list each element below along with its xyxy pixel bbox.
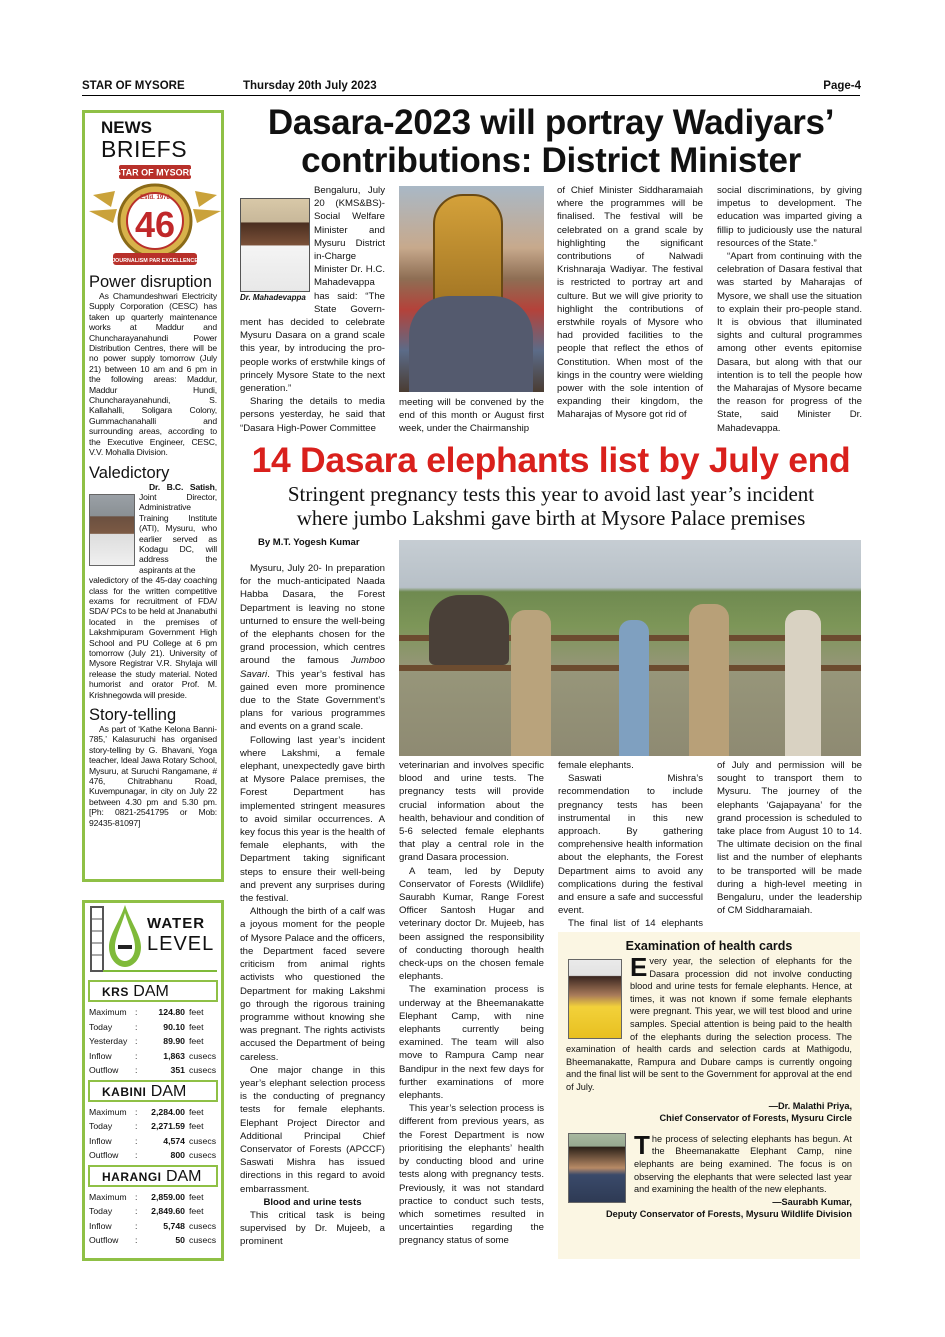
dropcap-e: E (630, 952, 648, 982)
byline: By M.T. Yogesh Kumar (258, 537, 360, 548)
logo-bottom-text: JOURNALISM PAR EXCELLENCE (112, 258, 198, 264)
officer-figure (689, 604, 729, 756)
article2-col1-para3: Although the birth of a calf was a joyous moment for the people of Mysore Palace and the officers, the Department faced severe criticism from animal rights activists who questioned the Department for making Lakshmi go through the rigorous training programme without knowing she was pregnant. The rights activists accused the Department of being careless. (240, 906, 385, 1063)
dam-row-value: 4,574 (163, 1135, 185, 1146)
dam-row-colon: : (135, 1135, 138, 1146)
article2-subhead (240, 482, 862, 530)
article2-col2-para2: A team, led by Deputy Conservator of Forests (Wildlife) Saurabh Kumar, Range Forest Officer Santosh Hugar and veterinary doctor Dr. Mujeeb, has been assigned the responsibility of conducting thorough health check-ups on the chosen female elephants. (399, 865, 544, 983)
dam-title-krs (88, 980, 218, 1002)
dam-row-colon: : (135, 1206, 138, 1217)
article2-col1-para1-italic: Jumboo Savari (240, 655, 385, 680)
officer-figure (619, 620, 649, 756)
dam-row-colon: : (135, 1235, 138, 1246)
dam-row-value: 800 (170, 1150, 185, 1161)
water-title-top: WATER (147, 915, 206, 932)
valedictory-name: Dr. B.C. Satish (149, 481, 215, 492)
article2-col3 (558, 759, 703, 930)
dam-title-harangi (88, 1165, 218, 1187)
article1-col1-para2: Sharing the details to media persons yesterday, he said that “Dasara High-Power Committee (240, 396, 385, 434)
photo-caption: Dr. Mahadevappa (240, 293, 306, 302)
officer-figure (511, 610, 551, 756)
dam-row-label: Outflow (89, 1065, 119, 1076)
dam-row (89, 1190, 225, 1205)
article1-headline (236, 104, 866, 180)
dam-row-unit: cusecs (189, 1235, 217, 1246)
quote-saurabh-title: Deputy Conservator of Forests, Mysuru Wildlife Division (606, 1209, 852, 1220)
mahadevappa-photo-wrap (240, 198, 310, 312)
dam-row-value: 90.10 (163, 1021, 185, 1032)
dam-table-krs (89, 1005, 225, 1078)
logo-estd-text: Estd. 1978 (140, 195, 170, 201)
quote-malathi (566, 952, 852, 1125)
mahadevappa-photo (240, 198, 310, 292)
dam-row (89, 1049, 225, 1064)
publication-name: STAR OF MYSORE (82, 80, 185, 92)
golden-howdah (433, 194, 503, 304)
dam-row-unit: feet (189, 1021, 204, 1032)
quote-malathi-text: very year, the selection of elephants for the Dasara procession did not involve conducting blood and urine tests for female elephants. Hence, at times, it was not known if some female elephants were pregnant. This year, we will test blood and urine samples. Special attention is being paid to the health of the elephants during the selection process. The examination of health cards and selection cards at Mathigodu, Bheemanakatte, Rampura and Dubare camps is currently ongoing and the final list will be sent to the Government for approval at the end of July. (566, 956, 852, 1092)
officer-figure (785, 610, 821, 756)
dam-kabini (85, 1080, 221, 1163)
dam-row-value: 2,284.00 (151, 1106, 185, 1117)
dam-suffix: DAM (165, 1167, 202, 1185)
dam-row (89, 1005, 225, 1020)
dam-row-label: Yesterday (89, 1036, 128, 1047)
quote-malathi-author: —Dr. Malathi Priya, (768, 1100, 852, 1111)
saurabh-photo (568, 1133, 626, 1203)
malathi-photo (568, 959, 622, 1039)
dam-row-unit: feet (189, 1121, 204, 1132)
briefs-title-bottom: BRIEFS (101, 136, 188, 162)
article2-col2-para3: The examination process is underway at the Bheemanakatte Elephant Camp, with nine elephants currently being examined. The team will also move to Rampura Camp near Bandipur in the next few days for further examinations of more elephants. (399, 984, 544, 1102)
anniversary-logo (89, 163, 217, 279)
dam-krs (85, 980, 221, 1078)
article2-col1 (240, 562, 385, 1266)
dam-row-unit: feet (189, 1191, 204, 1202)
dam-row-value: 50 (175, 1235, 185, 1246)
dam-row-unit: feet (189, 1206, 204, 1217)
article2-col3-para3: The final list of 14 elephants (568, 918, 703, 930)
quote-saurabh (566, 1129, 852, 1221)
dropcap-t: T (634, 1129, 650, 1160)
dam-row-value: 5,748 (163, 1220, 185, 1231)
dam-row (89, 1020, 225, 1035)
dam-row-value: 124.80 (158, 1007, 185, 1018)
article2-col3-para2: Saswati Mishra’s recommendation to include pregnancy tests has been instrumental in this new approach. By gathering comprehensive health information about the elephants, the Forest Department aims to avoid any complications during the festival and ensure a safe and successful event. (558, 773, 703, 917)
dam-row-label: Maximum (89, 1191, 127, 1202)
article2-col2-para4: This year’s selection process is different from previous years, as the Forest Department is now prioritising the elephants’ health by conducting blood and urine tests along with pregnancy tests. Previously, it was not standard practice to conduct such tests, which sometimes resulted in uncertainties regarding the pregnancy status of some (399, 1103, 544, 1247)
article1-col1 (240, 184, 385, 436)
article1-headline-line2: contributions: District Minister (301, 141, 801, 180)
dam-row (89, 1148, 225, 1163)
dam-row-label: Inflow (89, 1135, 112, 1146)
dam-row-unit: cusecs (189, 1065, 217, 1076)
dam-row-unit: cusecs (189, 1135, 217, 1146)
article2-col1-para1-a: Mysuru, July 20- In preparation for the much-anticipated Naada Habba Dasara, the Forest Department is leaving no stone unturned to ensure the well-being of the elephants chosen for the grand procession, which centres around the famous (240, 563, 385, 667)
brief-heading-story: Story-telling (89, 706, 177, 725)
article1-col2: meeting will be convened by the end of this month or August first week, under the Chairmanship (399, 397, 544, 435)
dam-row-colon: : (135, 1150, 138, 1161)
article2-col4: of July and permission will be sought to transport them to Mysuru. The journey of the elephants ‘Gajapayana’ for the grand procession is scheduled to take place from August 10 to 14. The ultimate decision on the final list and the number of elephants to be transported will be made during a high-level meeting in Bengaluru, under the leadership of CM Siddharamaiah. (717, 760, 862, 917)
article2-col1-para1-b: . This year’s festival has gained even more prominence due to the State Government’s plans for various programmes and events on a grand scale. (240, 668, 385, 733)
dam-row (89, 1063, 225, 1078)
dam-harangi (85, 1165, 221, 1248)
briefs-title-top: NEWS (101, 118, 152, 137)
header-rule (82, 95, 860, 96)
dam-name: HARANGI (102, 1169, 162, 1184)
water-title-bottom: LEVEL (147, 933, 215, 955)
dam-row-value: 2,271.59 (151, 1121, 185, 1132)
dam-row-unit: feet (189, 1007, 204, 1018)
news-briefs-sidebar (82, 110, 224, 882)
dam-row (89, 1119, 225, 1134)
valedictory-text-beside: , Joint Director, Administrative Training Institute (ATI), Mysuru, who earlier served as Kodagu DC, will address the aspirants at the (139, 481, 217, 575)
logo-number: 46 (134, 204, 176, 245)
brief-heading-power: Power disruption (89, 273, 212, 291)
dam-row-value: 2,849.60 (151, 1206, 185, 1217)
brief-heading-valedictory: Valedictory (89, 463, 170, 482)
dam-row (89, 1105, 225, 1120)
article2-subheading: Blood and urine tests (263, 1196, 362, 1208)
quote-saurabh-author: —Saurabh Kumar, (772, 1196, 852, 1207)
quote-saurabh-text: he process of selecting elephants has begun. At the Bheemanakatte Elephant Camp, nine elephants are being examined. The focus is on observing the elephants that were selected last year and examining the health of the new elephants. (634, 1133, 852, 1195)
logo-top-text: STAR OF MYSORE (114, 167, 196, 178)
quote-malathi-title: Chief Conservator of Forests, Mysuru Circle (659, 1113, 852, 1124)
water-level-header (85, 903, 221, 980)
dam-name: KRS (102, 985, 129, 999)
article1-col1-intro: Bengaluru, July 20 (KMS&BS)- Social Welfare Minister and Mysuru District in-Charge Minister Dr. H.C. Mahadevappa has said: “The State Govern- (314, 185, 385, 315)
water-level-box (82, 900, 224, 1261)
dam-row-colon: : (135, 1021, 138, 1032)
article2-col1-para2: Following last year’s incident where Lakshmi, a female elephant, unexpectedly gave birth at Mysore Palace premises, the Forest Department has implemented stringent measures to avoid similar occurrences. A key focus this year is the health of female elephants, with the Department taking significant steps to ensure their well-being and prevent any surprises during the festival. (240, 734, 385, 905)
article2-col1-para4: One major change in this year’s elephant selection process is the conducting of pregnancy tests for female elephants. Elephant Project Director and Additional Principal Chief Conservator of Forests (APCCF) Saswati Mishra has issued directions in this regard to avoid embarrassment. (240, 1064, 385, 1195)
dam-suffix: DAM (150, 1082, 187, 1100)
dam-title-kabini (88, 1080, 218, 1102)
article2-subhead-line1: Stringent pregnancy tests this year to avoid last year’s incident (287, 482, 815, 506)
article1-col4-para1: social discriminations, by giving impetus to development. The education was imparted giving a fillip to judiciously use the natural resources of the State.” (717, 185, 862, 249)
dam-row-unit: cusecs (189, 1150, 217, 1161)
elephant-silhouette (429, 595, 509, 665)
elephant-shape (409, 296, 533, 392)
dam-row-unit: cusecs (189, 1220, 217, 1231)
dam-row-label: Inflow (89, 1220, 112, 1231)
article1-col4-para2: “Apart from continuing with the celebration of Dasara festival that was started by Maharajas of Mysore, we shall use the situation to explain their pro-people stand. It is obvious that illuminated sights and cultural programmes among other events epitomise Dasara, but along with that our intention is to tell the people how the Maharajas of Mysore became the reason for progress of the State, said Minister Dr. Mahadevappa. (717, 251, 862, 434)
dam-row-value: 89.90 (163, 1036, 185, 1047)
dam-suffix: DAM (133, 983, 169, 1000)
brief-text-power: As Chamundeshwari Electricity Supply Corporation (CESC) has taken up quarterly maintenance works at Maddur and Chuncharayanahundi Power Distribution Centres, there will be no power supply tomorrow (July 21) between 10 am and 6 pm in the following areas: Maddur, Maddur Hundi, Chuncharayanahundi, S. Kallahalli, Soligara Colony, Gummachanahalli and surrounding areas, according to the Executive Engineer, CESC, V.V. Mohalla Division. (89, 291, 217, 458)
dam-row-label: Inflow (89, 1050, 112, 1061)
valedictory-photo (89, 494, 135, 566)
dam-row (89, 1233, 225, 1248)
dam-row-label: Today (89, 1021, 113, 1032)
dam-row (89, 1034, 225, 1049)
valedictory-text-below: valedictory of the 45-day coaching class for the written competitive exams for recruitment of FDA/ SDA/ PCs to be held at Jnanabuthi located in the premises of Lakshmipuram Government High School and PU College at 6 pm tomorrow (July 21). University of Mysore Registrar V.R. Shylaja will release the study material. Noted humorist and orator Prof. M. Krishnegowda will preside. (89, 575, 217, 700)
article2-col3-para1: female elephants. (558, 760, 634, 771)
dam-row-label: Maximum (89, 1007, 127, 1018)
issue-date: Thursday 20th July 2023 (243, 80, 377, 92)
procession-photo (399, 186, 544, 392)
article2-col2-para1: veterinarian and involves specific blood and urine tests. The pregnancy tests will provide crucial information about the health, behaviour and condition of 5-6 selected female elephants that play a central role in the grand Dasara procession. (399, 760, 544, 864)
article1-col3: of Chief Minister Siddharamaiah where the programmes will be finalised. The festival will be celebrated on a grand scale by highlighting the significant contributions of Nalwadi Krishnaraja Wadiyar. The festival is restricted to portray art and culture. But we will give priority to highlight the contributions of erstwhile royals of Mysore who had provided facilities to the people that reflect the ethos of Constitution. When most of the kings in the country were wielding power with the sole intention of expanding their kingdom, the Maharajas of Mysore got rid of (557, 185, 703, 421)
dam-row-colon: : (135, 1220, 138, 1231)
dam-row-colon: : (135, 1106, 138, 1117)
article2-headline: 14 Dasara elephants list by July end (251, 440, 851, 480)
brief-text-story: As part of ‘Kathe Kelona Banni-785,’ Kalasuruchi has organised story-telling by G. Bhavani, Yoga teacher, Ideal Jawa Rotary School, Mysuru, at Suruchi Rangamane, # 476, Chitrabhanu Road, Kuvempunagar, in city on July 22 between 4.30 pm and 5.30 pm. [Ph: 0821-2541795 or Mob: 92435-81097] (89, 724, 217, 828)
dam-row-label: Today (89, 1206, 113, 1217)
article2-col2 (399, 759, 544, 1266)
dam-row-colon: : (135, 1050, 138, 1061)
dam-row-value: 1,863 (163, 1050, 185, 1061)
dam-row-colon: : (135, 1007, 138, 1018)
dam-row (89, 1204, 225, 1219)
health-cards-box (558, 932, 860, 1259)
dam-row-unit: feet (189, 1106, 204, 1117)
dam-row-colon: : (135, 1065, 138, 1076)
article1-col1-rest: ment has decided to celebrate Mysuru Dasara on a grand scale this year, by introducing the pro-people works of erstwhile kings of princely Mysore State to the next generation.” (240, 317, 385, 395)
article1-col4 (717, 184, 862, 436)
dam-table-harangi (89, 1190, 225, 1248)
article2-subhead-line2: where jumbo Lakshmi gave birth at Mysore Palace premises (296, 506, 806, 530)
page-number: Page-4 (823, 80, 861, 92)
dam-row-colon: : (135, 1191, 138, 1202)
brief-text-valedictory (89, 482, 217, 701)
dam-row-label: Outflow (89, 1235, 119, 1246)
dam-row-value: 2,859.00 (151, 1191, 185, 1202)
dam-name: KABINI (102, 1084, 147, 1099)
dam-row (89, 1219, 225, 1234)
dam-row-label: Today (89, 1121, 113, 1132)
dam-row-label: Outflow (89, 1150, 119, 1161)
article1-headline-line1: Dasara-2023 will portray Wadiyars’ (267, 103, 835, 142)
dam-table-kabini (89, 1105, 225, 1163)
dam-row (89, 1134, 225, 1149)
dam-row-label: Maximum (89, 1106, 127, 1117)
article2-col1-para5: This critical task is being supervised by Dr. Mujeeb, a prominent (240, 1209, 385, 1248)
health-box-title: Examination of health cards (625, 939, 793, 953)
elephant-camp-photo (399, 540, 861, 756)
dam-row-unit: cusecs (189, 1050, 217, 1061)
dam-row-colon: : (135, 1036, 138, 1047)
dam-row-value: 351 (170, 1065, 185, 1076)
dam-row-colon: : (135, 1121, 138, 1132)
dam-row-unit: feet (189, 1036, 204, 1047)
